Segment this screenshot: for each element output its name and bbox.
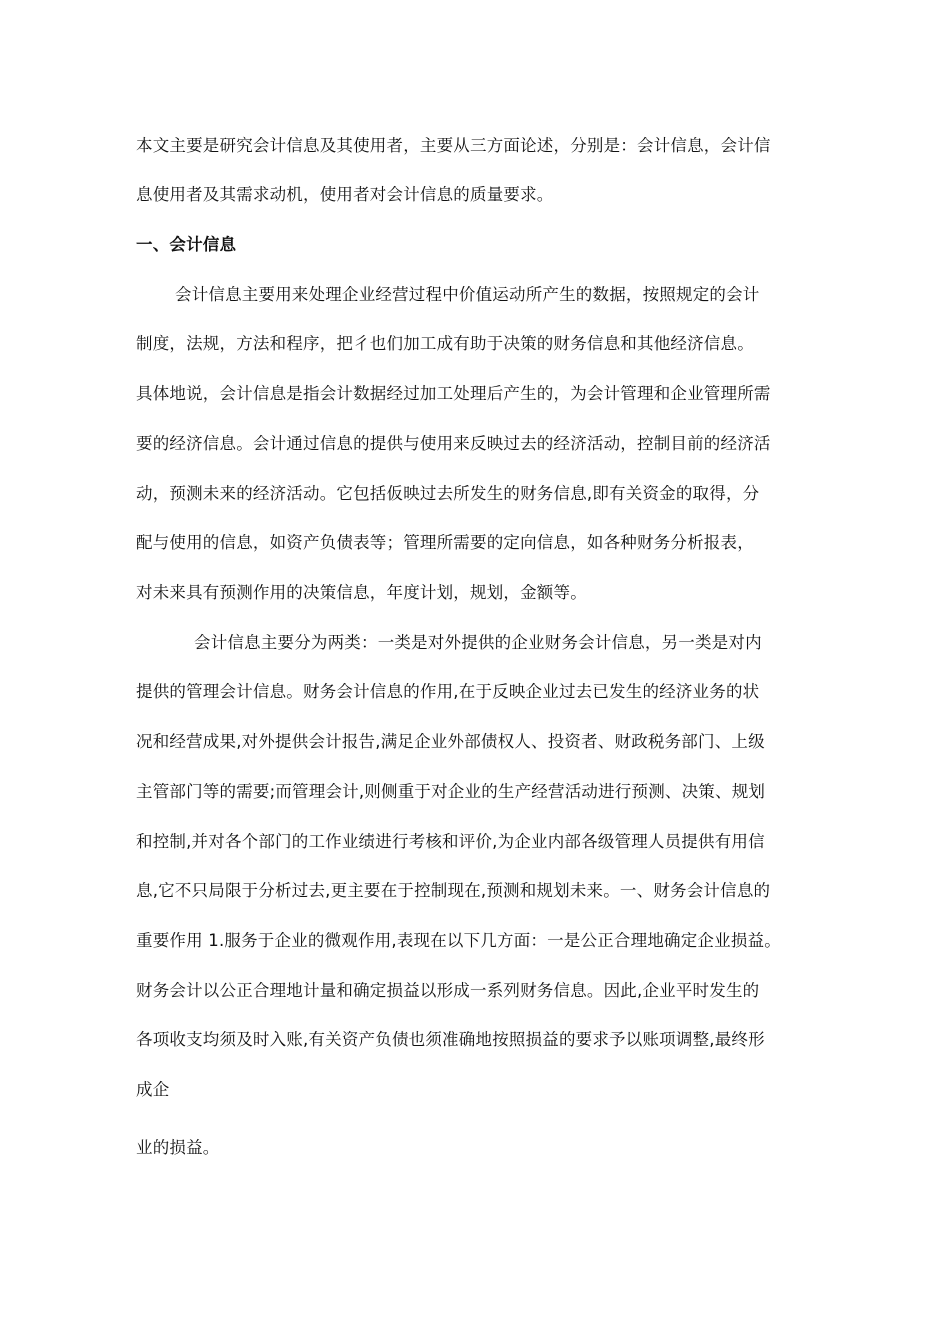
paragraph-2-line-4: 主管部门等的需要;而管理会计,则侧重于对企业的生产经营活动进行预测、决策、规划	[136, 782, 766, 801]
paragraph-2-line-7: 重要作用 1.服务于企业的微观作用,表现在以下几方面：一是公正合理地确定企业损益。	[136, 931, 781, 950]
paragraph-1-line-7: 对未来具有预测作用的决策信息，年度计划，规划，金额等。	[136, 583, 587, 602]
paragraph-2-line-9: 各项收支均须及时入账,有关资产负债也须准确地按照损益的要求予以账项调整,最终形	[136, 1030, 765, 1049]
paragraph-1-line-6: 配与使用的信息，如资产负债表等；管理所需要的定向信息，如各种财务分析报表，	[136, 533, 754, 552]
intro-line-1: 本文主要是研究会计信息及其使用者，主要从三方面论述，分别是：会计信息，会计信	[136, 136, 771, 155]
paragraph-1-line-1: 会计信息主要用来处理企业经营过程中价值运动所产生的数据，按照规定的会计	[175, 285, 760, 304]
paragraph-1-line-3: 具体地说，会计信息是指会计数据经过加工处理后产生的，为会计管理和企业管理所需	[136, 384, 771, 403]
paragraph-2-line-1: 会计信息主要分为两类：一类是对外提供的企业财务会计信息，另一类是对内	[194, 633, 762, 652]
paragraph-2-line-11: 业的损益。	[136, 1138, 220, 1157]
paragraph-1-line-5: 动，预测未来的经济活动。它包括仮映过去所发生的财务信息,即有关资金的取得，分	[136, 484, 760, 503]
paragraph-2-line-5: 和控制,并对各个部门的工作业绩进行考核和评价,为企业内部各级管理人员提供有用信	[136, 832, 765, 851]
paragraph-2-line-3: 况和经营成果,对外提供会计报告,满足企业外部债权人、投资者、财政税务部门、上级	[136, 732, 765, 751]
intro-line-2: 息使用者及其需求动机，使用者对会计信息的质量要求。	[136, 185, 554, 204]
paragraph-1-line-2: 制度，法规，方法和程序，把彳也们加工成有助于决策的财务信息和其他经济信息。	[136, 334, 754, 353]
paragraph-1-line-4: 要的经济信息。会计通过信息的提供与使用来反映过去的经济活动，控制目前的经济活	[136, 434, 771, 453]
section-heading: 一、会计信息	[136, 235, 237, 254]
paragraph-2-line-2: 提供的管理会计信息。财务会计信息的作用,在于反映企业过去已发生的经济业务的状	[136, 682, 760, 701]
paragraph-2-line-8: 财务会计以公正合理地计量和确定损益以形成一系列财务信息。因此,企业平时发生的	[136, 981, 760, 1000]
paragraph-2-line-6: 息,它不只局限于分析过去,更主要在于控制现在,预测和规划未来。一、财务会计信息的	[136, 881, 771, 900]
paragraph-2-line-10: 成企	[136, 1080, 170, 1099]
